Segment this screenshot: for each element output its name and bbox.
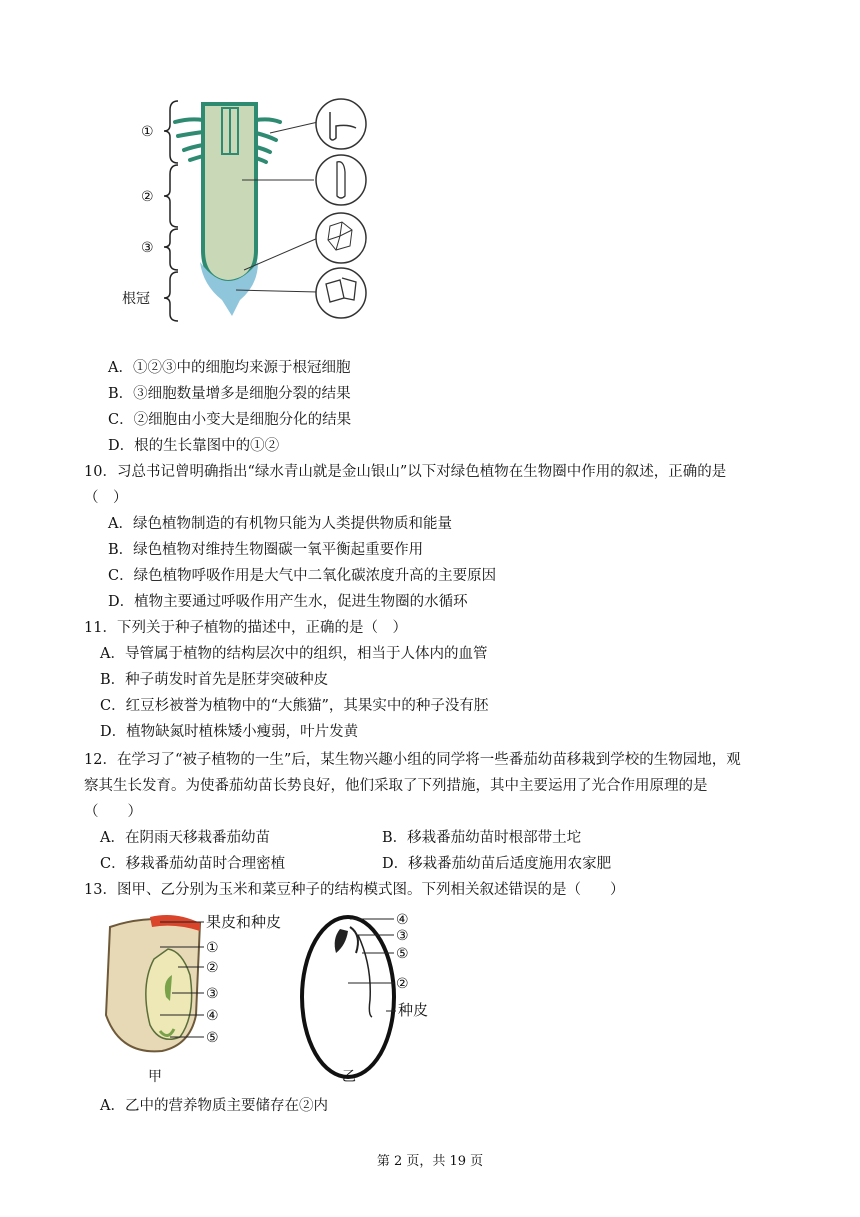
jia-label-2: ② [206, 960, 219, 976]
q9-option-a: A．①②③中的细胞均来源于根冠细胞 [108, 360, 351, 376]
yi-label-seedcoat: 种皮 [398, 1001, 429, 1019]
yi-caption: 乙 [342, 1069, 356, 1085]
page-footer: 第 2 页，共 19 页 [376, 1154, 484, 1169]
q11-option-b: B．种子萌发时首先是胚芽突破种皮 [100, 672, 329, 688]
root-tip-figure [0, 0, 860, 340]
root-label-1: ① [141, 124, 154, 140]
root-label-cap: 根冠 [122, 291, 150, 307]
q12-stem: 12．在学习了“被子植物的一生”后，某生物兴趣小组的同学将一些番茄幼苗移栽到学校的生物园地，观 [84, 752, 741, 768]
jia-label-pericarp: 果皮和种皮 [206, 913, 282, 931]
root-label-2: ② [141, 189, 154, 205]
q9-option-d: D．根的生长靠图中的①② [108, 438, 280, 454]
q10-stem-cont: （ ） [84, 490, 128, 506]
root-label-3: ③ [141, 240, 154, 256]
seed-structure-figure [0, 905, 860, 1105]
q11-option-c: C．红豆杉被誉为植物中的“大熊猫”，其果实中的种子没有胚 [100, 698, 489, 714]
q9-option-c: C．②细胞由小变大是细胞分化的结果 [108, 412, 352, 428]
jia-label-3: ③ [206, 986, 219, 1002]
q9-option-b: B．③细胞数量增多是细胞分裂的结果 [108, 386, 351, 402]
jia-label-5: ⑤ [206, 1030, 219, 1046]
q11-option-a: A．导管属于植物的结构层次中的组织，相当于人体内的血管 [100, 646, 488, 662]
yi-label-3: ③ [396, 928, 409, 944]
q10-stem: 10．习总书记曾明确指出“绿水青山就是金山银山”以下对绿色植物在生物圈中作用的叙述，正确的是 [84, 464, 727, 480]
yi-label-5: ⑤ [396, 946, 409, 962]
yi-label-2: ② [396, 976, 409, 992]
q12-option-c: C．移栽番茄幼苗时合理密植 [100, 856, 286, 872]
q10-option-b: B．绿色植物对维持生物圈碳一氧平衡起重要作用 [108, 542, 424, 558]
q11-stem: 11．下列关于种子植物的描述中，正确的是（ ） [84, 620, 407, 636]
q10-option-c: C．绿色植物呼吸作用是大气中二氧化碳浓度升高的主要原因 [108, 568, 497, 584]
jia-label-4: ④ [206, 1008, 219, 1024]
q12-stem-cont2: （ ） [84, 804, 142, 820]
q11-option-d: D．植物缺氮时植株矮小瘦弱，叶片发黄 [100, 724, 359, 740]
q10-option-d: D．植物主要通过呼吸作用产生水，促进生物圈的水循环 [108, 594, 468, 610]
yi-label-4: ④ [396, 912, 409, 928]
q13-stem: 13．图甲、乙分别为玉米和菜豆种子的结构模式图。下列相关叙述错误的是（ ） [84, 882, 625, 898]
jia-caption: 甲 [148, 1069, 162, 1085]
q12-stem-cont: 察其生长发育。为使番茄幼苗长势良好，他们采取了下列措施，其中主要运用了光合作用原理的是 [84, 778, 708, 794]
q13-option-a: A．乙中的营养物质主要储存在②内 [100, 1098, 328, 1114]
q12-option-a: A．在阴雨天移栽番茄幼苗 [100, 830, 270, 846]
q12-option-b: B．移栽番茄幼苗时根部带土坨 [382, 830, 582, 846]
jia-label-1: ① [206, 940, 219, 956]
q10-option-a: A．绿色植物制造的有机物只能为人类提供物质和能量 [108, 516, 452, 532]
q12-option-d: D．移栽番茄幼苗后适度施用农家肥 [382, 856, 612, 872]
